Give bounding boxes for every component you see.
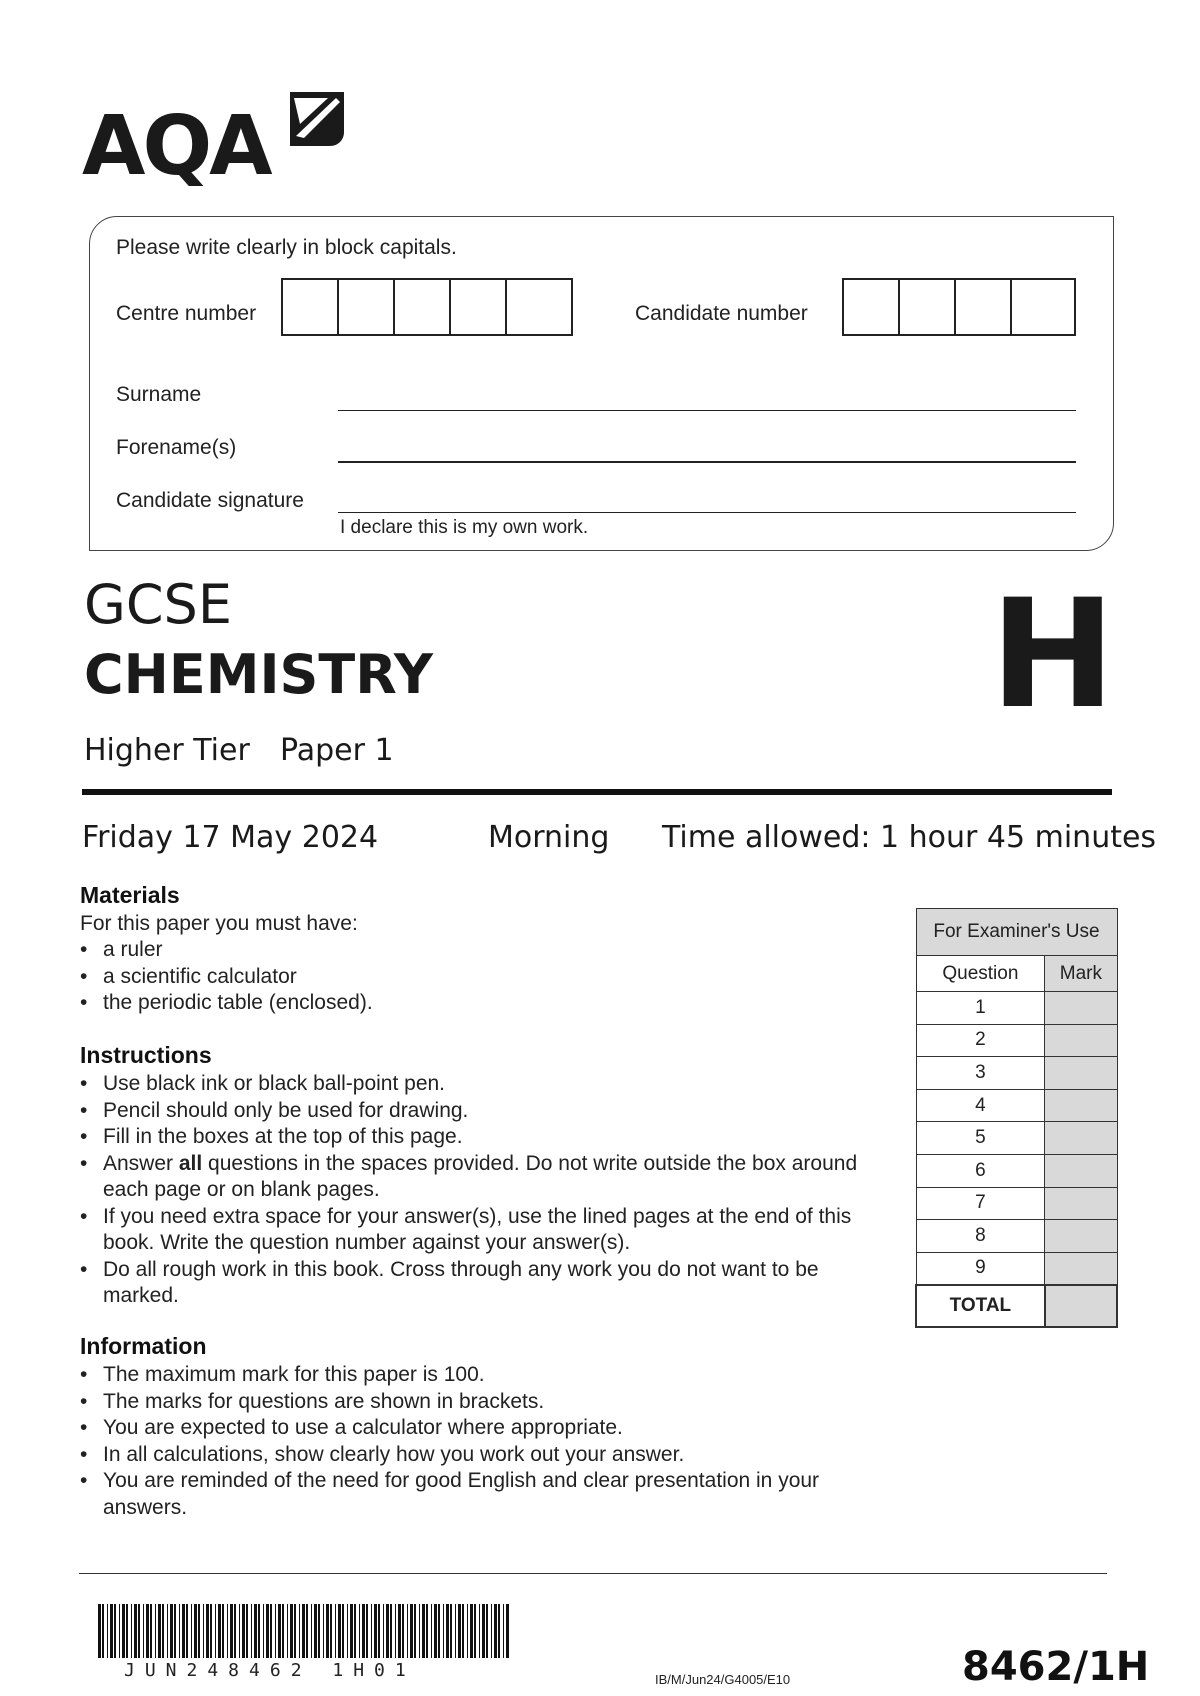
- tier-label: Higher Tier: [84, 733, 250, 768]
- mark-cell[interactable]: [1045, 1187, 1117, 1220]
- aqa-logo: [82, 88, 352, 194]
- centre-number-boxes[interactable]: [281, 278, 573, 336]
- declaration-text: I declare this is my own work.: [340, 517, 589, 538]
- candidate-number-label: Candidate number: [635, 302, 808, 325]
- forenames-field[interactable]: [338, 461, 1076, 463]
- materials-list: [80, 937, 880, 1017]
- surname-field[interactable]: [338, 410, 1076, 411]
- mark-cell[interactable]: [1045, 1154, 1117, 1187]
- barcode-icon: [98, 1604, 510, 1658]
- forenames-label: Forename(s): [116, 436, 237, 459]
- candidate-number-digit-box[interactable]: [956, 280, 1012, 334]
- question-number: 1: [916, 992, 1045, 1025]
- mark-cell[interactable]: [1045, 1252, 1117, 1285]
- table-row: [916, 1187, 1117, 1220]
- barcode-text: JUN248462 1H01: [124, 1660, 416, 1681]
- centre-number-digit-box[interactable]: [507, 280, 563, 334]
- information-heading: Information: [80, 1333, 207, 1359]
- mark-cell[interactable]: [1045, 992, 1117, 1025]
- table-row: [916, 1057, 1117, 1090]
- list-item: • Answer all questions in the spaces provided. Do not write outside the box around each page or on blank pages.: [80, 1151, 870, 1204]
- question-number: 3: [916, 1057, 1045, 1090]
- title-divider: [82, 789, 1112, 795]
- list-item: • You are expected to use a calculator where appropriate.: [80, 1415, 820, 1442]
- materials-section: [80, 882, 880, 1017]
- instructions-list: [80, 1071, 870, 1310]
- signature-field[interactable]: [338, 512, 1076, 513]
- question-number: 8: [916, 1220, 1045, 1253]
- total-row: [916, 1285, 1117, 1327]
- candidate-number-digit-box[interactable]: [844, 280, 900, 334]
- paper-reference: IB/M/Jun24/G4005/E10: [655, 1672, 791, 1687]
- candidate-number-digit-box[interactable]: [1012, 280, 1068, 334]
- tier-letter: H: [990, 568, 1116, 742]
- mark-cell[interactable]: [1045, 1024, 1117, 1057]
- question-number: 9: [916, 1252, 1045, 1285]
- list-item: • Pencil should only be used for drawing.: [80, 1098, 870, 1125]
- mark-cell[interactable]: [1045, 1220, 1117, 1253]
- aqa-logo-mark-icon: [284, 88, 348, 150]
- information-section: [80, 1333, 820, 1521]
- question-number: 2: [916, 1024, 1045, 1057]
- centre-number-digit-box[interactable]: [339, 280, 395, 334]
- question-number: 4: [916, 1089, 1045, 1122]
- list-item: • The marks for questions are shown in brackets.: [80, 1389, 820, 1416]
- mark-cell[interactable]: [1045, 1057, 1117, 1090]
- table-row: [916, 1089, 1117, 1122]
- question-number: 6: [916, 1154, 1045, 1187]
- qualification-title: GCSE: [84, 573, 232, 636]
- list-item: • Use black ink or black ball-point pen.: [80, 1071, 870, 1098]
- instructions-section: [80, 1042, 870, 1310]
- question-number: 5: [916, 1122, 1045, 1155]
- question-column-header: Question: [916, 956, 1045, 992]
- footer-divider: [79, 1573, 1107, 1574]
- table-row: [916, 992, 1117, 1025]
- mark-column-header: Mark: [1045, 956, 1117, 992]
- total-label: TOTAL: [916, 1285, 1045, 1327]
- time-allowed: Time allowed: 1 hour 45 minutes: [662, 820, 1157, 855]
- list-item: • the periodic table (enclosed).: [80, 990, 880, 1017]
- centre-number-digit-box[interactable]: [451, 280, 507, 334]
- signature-label: Candidate signature: [116, 489, 304, 512]
- table-row: [916, 1220, 1117, 1253]
- instructions-heading: Instructions: [80, 1042, 212, 1068]
- table-row: [916, 1252, 1117, 1285]
- list-item: • Do all rough work in this book. Cross through any work you do not want to be marked.: [80, 1257, 870, 1310]
- table-row: [916, 1122, 1117, 1155]
- subject-title: CHEMISTRY: [84, 643, 433, 706]
- examiners-use-title: For Examiner's Use: [916, 909, 1117, 956]
- list-item: • You are reminded of the need for good English and clear presentation in your answers.: [80, 1468, 820, 1521]
- examiners-use-table: [915, 908, 1118, 1328]
- table-row: [916, 1024, 1117, 1057]
- centre-number-digit-box[interactable]: [283, 280, 339, 334]
- paper-code: 8462/1H: [962, 1644, 1150, 1690]
- aqa-logo-text: AQA: [82, 99, 270, 194]
- centre-number-label: Centre number: [116, 302, 257, 325]
- list-item: • The maximum mark for this paper is 100.: [80, 1362, 820, 1389]
- list-item: • a ruler: [80, 937, 880, 964]
- exam-date: Friday 17 May 2024: [82, 820, 379, 855]
- surname-label: Surname: [116, 383, 202, 406]
- paper-label: Paper 1: [280, 733, 394, 768]
- mark-cell[interactable]: [1045, 1089, 1117, 1122]
- total-mark-cell[interactable]: [1045, 1285, 1117, 1327]
- materials-intro: For this paper you must have:: [80, 912, 358, 935]
- mark-cell[interactable]: [1045, 1122, 1117, 1155]
- candidate-number-boxes[interactable]: [842, 278, 1076, 336]
- question-number: 7: [916, 1187, 1045, 1220]
- centre-number-digit-box[interactable]: [395, 280, 451, 334]
- list-item: • Fill in the boxes at the top of this page.: [80, 1124, 870, 1151]
- table-row: [916, 1154, 1117, 1187]
- list-item: • a scientific calculator: [80, 964, 880, 991]
- information-list: [80, 1362, 820, 1521]
- list-item: • In all calculations, show clearly how you work out your answer.: [80, 1442, 820, 1469]
- list-item: • If you need extra space for your answer(s), use the lined pages at the end of this book. Write the question number against your answer(s).: [80, 1204, 870, 1257]
- exam-session: Morning: [488, 820, 610, 855]
- materials-heading: Materials: [80, 882, 180, 908]
- candidate-number-digit-box[interactable]: [900, 280, 956, 334]
- block-capitals-instruction: Please write clearly in block capitals.: [116, 236, 457, 259]
